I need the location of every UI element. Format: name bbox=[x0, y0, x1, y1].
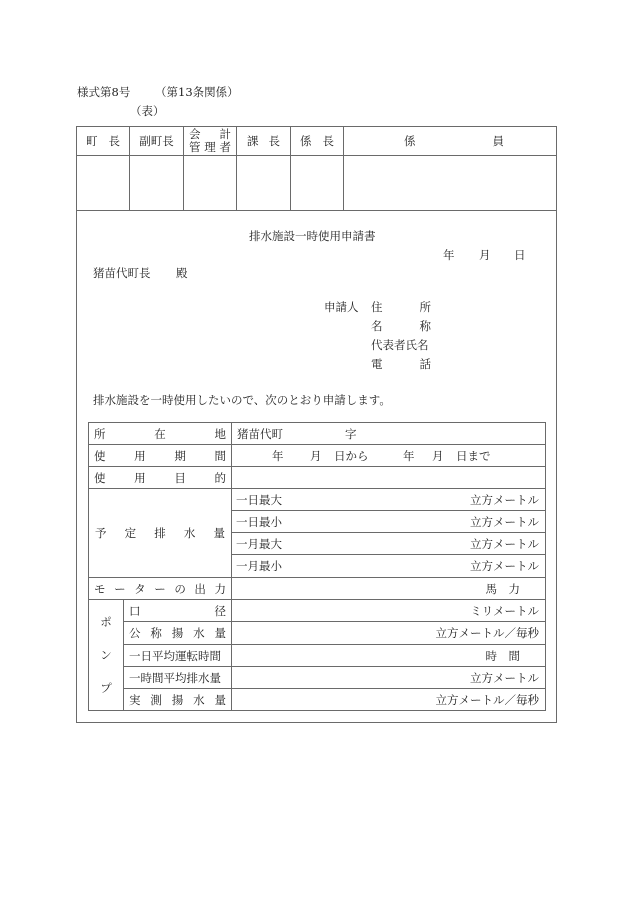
period-from-month: 月 bbox=[310, 448, 322, 463]
stamp-cell-subsection-chief[interactable] bbox=[291, 156, 343, 210]
period-to-day: 日まで bbox=[456, 448, 491, 463]
applicant-address-label: 住 所 bbox=[371, 300, 431, 314]
period-from-day: 日から bbox=[334, 448, 369, 463]
honorific: 殿 bbox=[176, 266, 188, 280]
drainage-monthly-max-label: 一月最大 bbox=[236, 536, 282, 551]
header-section-chief: 課 長 bbox=[247, 134, 280, 148]
header-mayor: 町 長 bbox=[86, 134, 120, 148]
unit-hours: 時 間 bbox=[485, 648, 520, 663]
period-label: 使 用 期 間 bbox=[94, 448, 226, 463]
period-to-month: 月 bbox=[432, 448, 444, 463]
pump-diameter-field[interactable] bbox=[232, 600, 545, 621]
article-reference: （第13条関係） bbox=[155, 85, 239, 99]
drainage-daily-max-label: 一日最大 bbox=[236, 492, 282, 507]
unit-cubic-meter-per-second: 立方メートル／毎秒 bbox=[435, 626, 539, 640]
drainage-label: 予 定 排 水 量 bbox=[95, 526, 225, 540]
form-number: 様式第8号 bbox=[77, 85, 131, 99]
pump-hourly-drainage-label: 一時間平均排水量 bbox=[129, 670, 221, 685]
side-label: （表） bbox=[130, 104, 165, 118]
unit-cubic-meter: 立方メートル bbox=[470, 536, 539, 551]
pump-label: ポ ン プ bbox=[100, 615, 112, 695]
stamp-cell-deputy-mayor[interactable] bbox=[130, 156, 183, 210]
location-field[interactable] bbox=[232, 423, 545, 444]
drainage-daily-max-field[interactable] bbox=[232, 489, 545, 510]
pump-hourly-drainage-field[interactable] bbox=[232, 667, 545, 688]
date-day: 日 bbox=[514, 248, 526, 262]
purpose-label: 使 用 目 的 bbox=[94, 470, 226, 485]
date-month: 月 bbox=[479, 248, 491, 262]
unit-cubic-meter: 立方メートル bbox=[470, 514, 539, 529]
period-field[interactable] bbox=[232, 445, 545, 466]
unit-cubic-meter: 立方メートル bbox=[470, 559, 539, 573]
header-staff: 係 員 bbox=[404, 134, 504, 148]
motor-output-label: モ ー タ ー の 出 力 bbox=[94, 581, 226, 596]
pump-daily-hours-field[interactable] bbox=[232, 645, 545, 666]
period-from-year: 年 bbox=[272, 448, 284, 463]
application-statement: 排水施設を一時使用したいので、次のとおり申請します。 bbox=[93, 393, 391, 407]
location-aza: 字 bbox=[345, 426, 357, 441]
unit-cubic-meter-per-second: 立方メートル／毎秒 bbox=[435, 692, 539, 707]
drainage-monthly-min-label: 一月最小 bbox=[236, 559, 282, 573]
drainage-monthly-max-field[interactable] bbox=[232, 533, 545, 554]
pump-nominal-capacity-field[interactable] bbox=[232, 622, 545, 644]
period-to-year: 年 bbox=[403, 448, 415, 463]
document-title: 排水施設一時使用申請書 bbox=[249, 229, 376, 243]
applicant-representative-label: 代表者氏名 bbox=[371, 338, 429, 352]
header-deputy-mayor: 副町長 bbox=[139, 134, 174, 148]
stamp-cell-staff[interactable] bbox=[344, 156, 556, 210]
unit-cubic-meter: 立方メートル bbox=[470, 492, 539, 507]
date-year: 年 bbox=[443, 248, 455, 262]
unit-horsepower: 馬 力 bbox=[485, 581, 520, 596]
pump-measured-capacity-label: 実 測 揚 水 量 bbox=[129, 692, 226, 707]
applicant-label: 申請人 bbox=[324, 300, 359, 314]
pump-daily-hours-label: 一日平均運転時間 bbox=[129, 648, 221, 663]
stamp-cell-accounting-manager[interactable] bbox=[184, 156, 236, 210]
pump-measured-capacity-field[interactable] bbox=[232, 689, 545, 710]
pump-nominal-capacity-label: 公 称 揚 水 量 bbox=[129, 626, 226, 640]
applicant-name-label: 名 称 bbox=[371, 319, 431, 333]
applicant-phone-label: 電 話 bbox=[371, 357, 431, 371]
purpose-field[interactable] bbox=[232, 467, 545, 488]
addressee: 猪苗代町長 bbox=[93, 266, 151, 280]
pump-diameter-label: 口 径 bbox=[129, 603, 226, 618]
stamp-cell-section-chief[interactable] bbox=[237, 156, 290, 210]
drainage-daily-min-field[interactable] bbox=[232, 511, 545, 532]
location-town: 猪苗代町 bbox=[237, 426, 283, 441]
location-label: 所 在 地 bbox=[94, 426, 226, 441]
unit-millimeter: ミリメートル bbox=[470, 603, 539, 618]
stamp-cell-mayor[interactable] bbox=[77, 156, 129, 210]
header-subsection-chief: 係 長 bbox=[300, 134, 334, 148]
header-accounting-manager: 会 計 管 理 者 bbox=[189, 127, 231, 154]
motor-output-field[interactable] bbox=[232, 578, 545, 599]
drainage-monthly-min-field[interactable] bbox=[232, 555, 545, 577]
unit-cubic-meter: 立方メートル bbox=[470, 670, 539, 685]
drainage-daily-min-label: 一日最小 bbox=[236, 514, 282, 529]
